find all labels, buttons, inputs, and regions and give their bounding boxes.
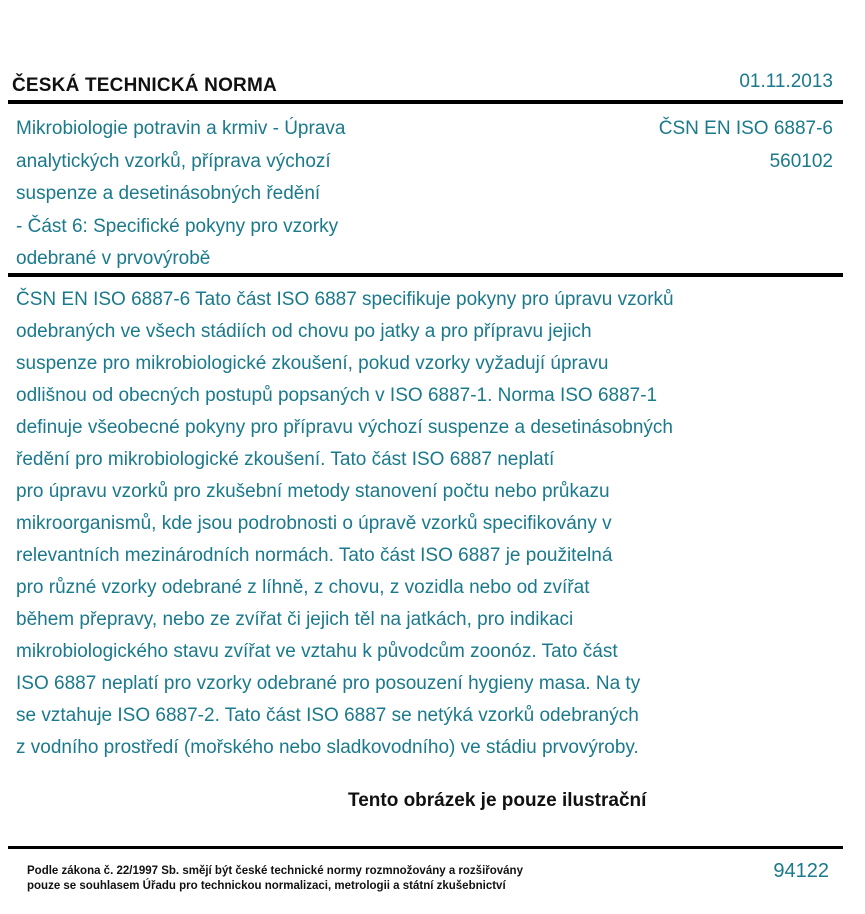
footer-divider <box>8 846 843 849</box>
classification-code: 560102 <box>769 150 833 172</box>
footer-code: 94122 <box>773 860 829 882</box>
footer-legal-notice: Podle zákona č. 22/1997 Sb. smějí být české technické normy rozmnožovány a rozšiřovány pouze se souhlasem Úřadu pro technickou normalizaci, metrologii a státní zkušebnictví <box>27 865 523 892</box>
title-divider <box>8 273 843 277</box>
standard-title: Mikrobiologie potravin a krmiv - Úprava analytických vzorků, příprava výchozí suspenze a desetinásobných ředění - Část 6: Specifické pokyny pro vzorky odebrané v prvovýrobě <box>16 118 346 269</box>
abstract-text: ČSN EN ISO 6887-6 Tato část ISO 6887 specifikuje pokyny pro úpravu vzorků odebraných ve všech stádiích od chovu po jatky a pro přípravu jejich suspenze pro mikrobiologické zkoušení, pokud vzorky vyžadují úpravu odlišnou od obecných postupů popsaných v ISO 6887-1. Norma ISO 6887-1 definuje všeobecné pokyny pro přípravu výchozí suspenze a desetinásobných ředění pro mikrobiologické zkoušení. Tato část ISO 6887 neplatí pro úpravu vzorků pro zkušební metody stanovení počtu nebo průkazu mikroorganismů, kde jsou podrobnosti o úpravě vzorků specifikovány v relevantních mezinárodních normách. Tato část ISO 6887 je použitelná pro různé vzorky odebrané z líhně, z chovu, z vozidla nebo od zvířat během přepravy, nebo ze zvířat či jejich těl na jatkách, pro indikaci mikrobiologického stavu zvířat ve vztahu k původcům zoonóz. Tato část ISO 6887 neplatí pro vzorky odebrané pro posouzení hygieny masa. Na ty se vztahuje ISO 6887-2. Tato část ISO 6887 se netýká vzorků odebraných z vodního prostředí (mořského nebo sladkovodního) ve stádiu prvovýroby. <box>16 289 674 758</box>
illustration-note: Tento obrázek je pouze ilustrační <box>348 790 647 811</box>
standard-identifiers <box>659 113 833 178</box>
document-header-title: ČESKÁ TECHNICKÁ NORMA <box>12 75 277 96</box>
publication-date: 01.11.2013 <box>739 71 833 92</box>
header-divider <box>8 100 843 104</box>
standard-designation: ČSN EN ISO 6887-6 <box>658 118 833 139</box>
